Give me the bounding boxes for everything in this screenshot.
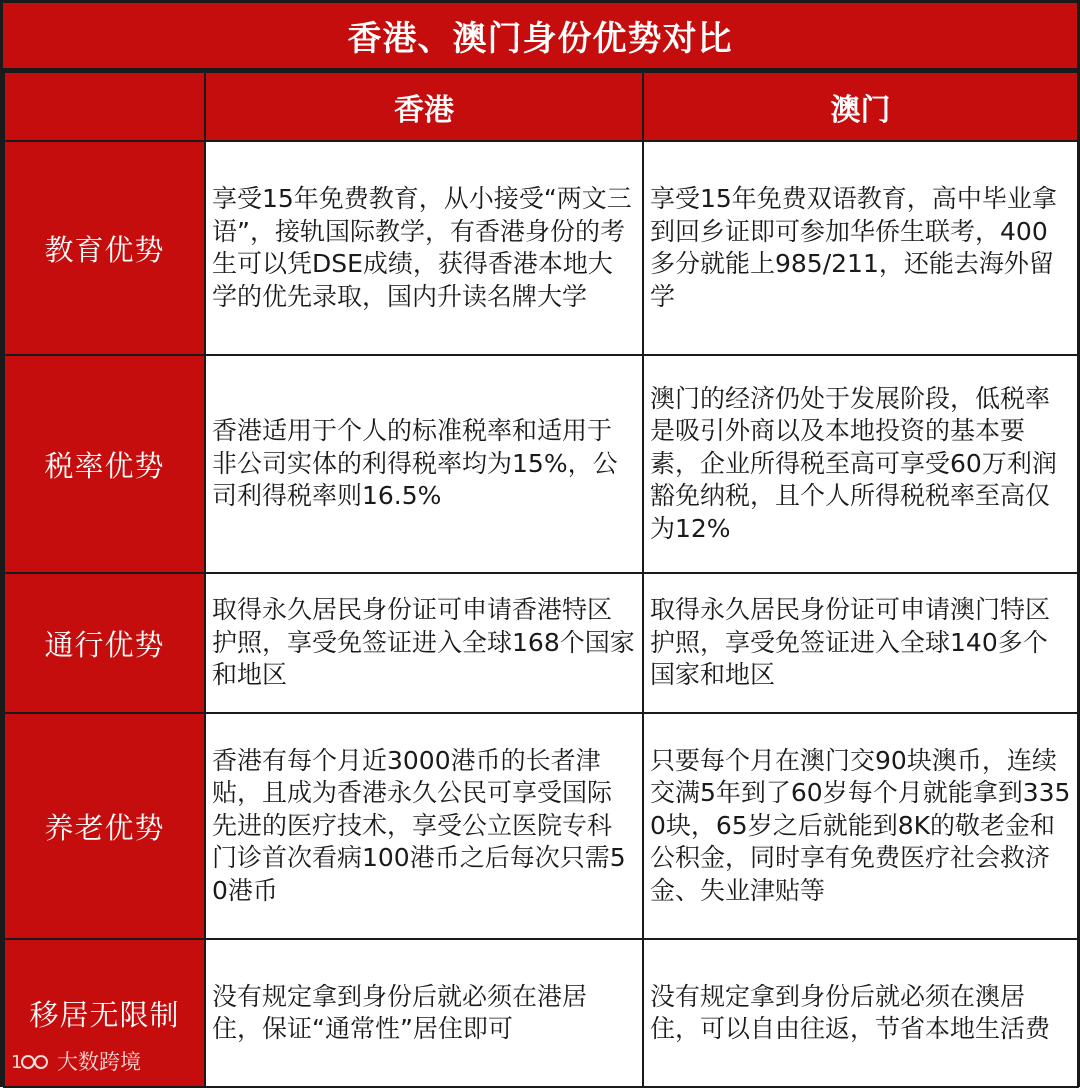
cell-macau-tax: 澳门的经济仍处于发展阶段，低税率是吸引外商以及本地投资的基本要素，企业所得税至高可享受60万利润豁免纳税，且个人所得税税率至高仅为12% xyxy=(643,355,1078,573)
row-label-residence: 移居无限制 xyxy=(4,939,205,1087)
svg-text:1: 1 xyxy=(11,1052,23,1073)
1500-logo-icon xyxy=(11,1048,51,1074)
header-hongkong: 香港 xyxy=(205,72,643,141)
table-row xyxy=(4,573,1078,713)
table-row xyxy=(4,141,1078,355)
header-row xyxy=(4,72,1078,141)
table-row xyxy=(4,355,1078,573)
cell-hongkong-residence: 没有规定拿到身份后就必须在港居住，保证“通常性”居住即可 xyxy=(205,939,643,1087)
row-label-pension: 养老优势 xyxy=(4,713,205,939)
header-macau: 澳门 xyxy=(643,72,1078,141)
cell-hongkong-tax: 香港适用于个人的标准税率和适用于非公司实体的利得税率均为15%，公司利得税率则16.5% xyxy=(205,355,643,573)
row-label-tax: 税率优势 xyxy=(4,355,205,573)
watermark-text: 大数跨境 xyxy=(57,1050,141,1074)
table-row xyxy=(4,713,1078,939)
cell-macau-travel: 取得永久居民身份证可申请澳门特区护照，享受免签证进入全球140多个国家和地区 xyxy=(643,573,1078,713)
header-corner xyxy=(4,72,205,141)
cell-macau-residence: 没有规定拿到身份后就必须在澳居住，可以自由往返，节省本地生活费 xyxy=(643,939,1078,1087)
page-title: 香港、澳门身份优势对比 xyxy=(3,3,1077,71)
cell-hongkong-education: 享受15年免费教育，从小接受“两文三语”，接轨国际教学，有香港身份的考生可以凭DSE成绩，获得香港本地大学的优先录取，国内升读名牌大学 xyxy=(205,141,643,355)
comparison-table xyxy=(3,71,1079,1088)
table-row xyxy=(4,939,1078,1087)
cell-hongkong-pension: 香港有每个月近3000港币的长者津贴，且成为香港永久公民可享受国际先进的医疗技术，享受公立医院专科门诊首次看病100港币之后每次只需50港币 xyxy=(205,713,643,939)
watermark xyxy=(11,1046,141,1076)
cell-macau-pension: 只要每个月在澳门交90块澳币，连续交满5年到了60岁每个月就能拿到3350块，65岁之后就能到8K的敬老金和公积金，同时享有免费医疗社会救济金、失业津贴等 xyxy=(643,713,1078,939)
cell-macau-education: 享受15年免费双语教育，高中毕业拿到回乡证即可参加华侨生联考，400多分就能上985/211，还能去海外留学 xyxy=(643,141,1078,355)
cell-hongkong-travel: 取得永久居民身份证可申请香港特区护照，享受免签证进入全球168个国家和地区 xyxy=(205,573,643,713)
row-label-education: 教育优势 xyxy=(4,141,205,355)
row-label-travel: 通行优势 xyxy=(4,573,205,713)
